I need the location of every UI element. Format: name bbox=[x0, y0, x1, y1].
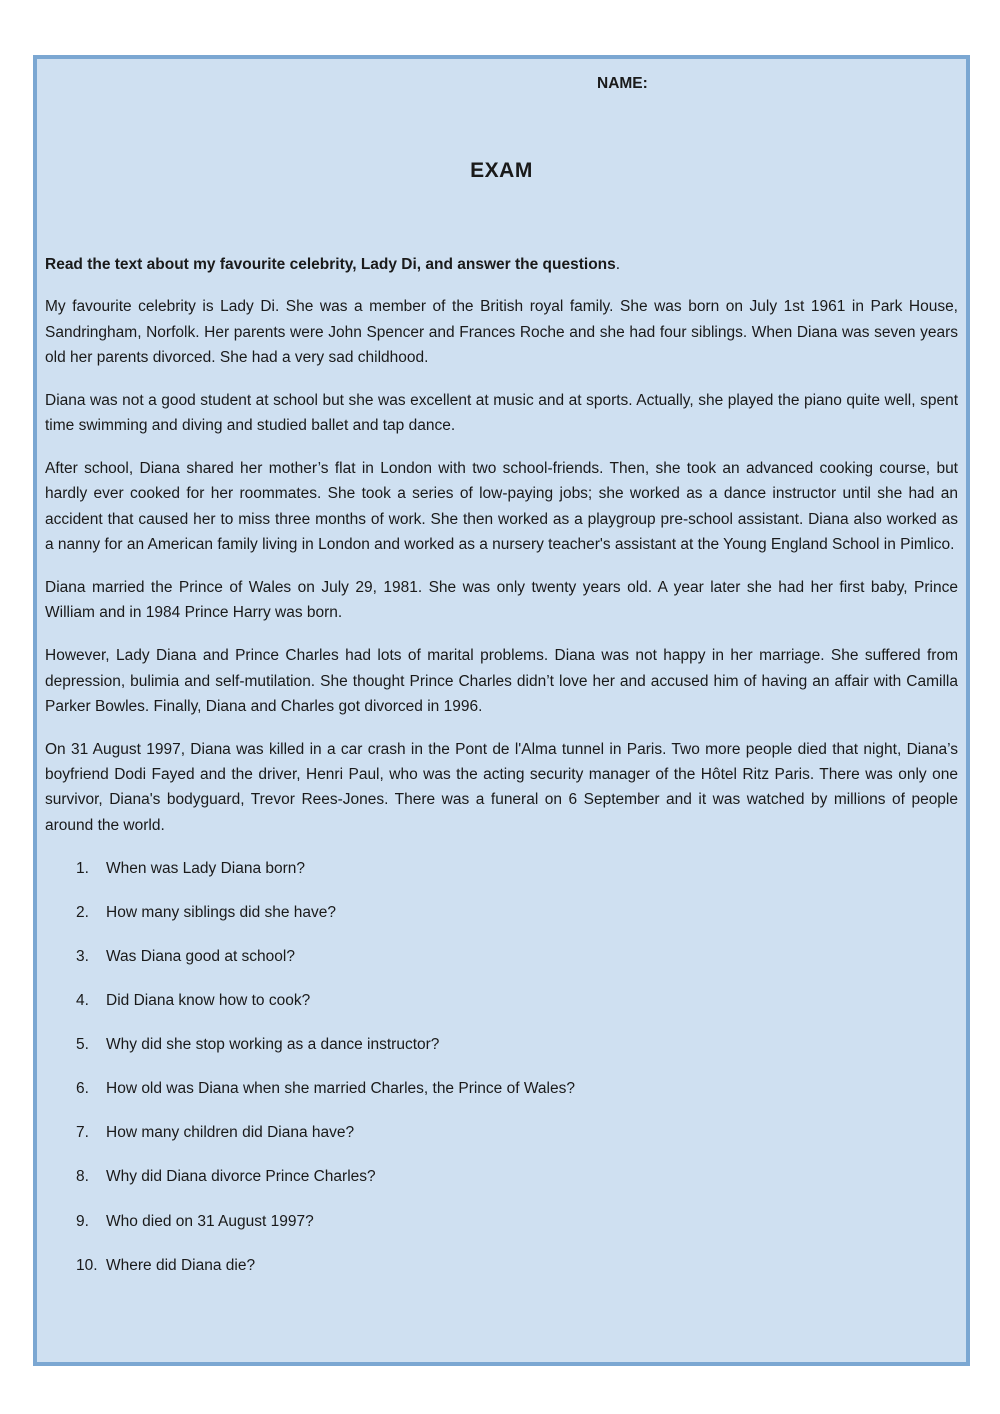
question-number: 1. bbox=[76, 859, 89, 877]
question-item bbox=[45, 944, 958, 988]
question-number: 8. bbox=[76, 1168, 89, 1186]
name-label: NAME: bbox=[597, 75, 648, 92]
question-number: 5. bbox=[76, 1036, 89, 1054]
question-text: Why did she stop working as a dance instructor? bbox=[106, 1036, 440, 1054]
instruction bbox=[45, 252, 958, 277]
question-item bbox=[45, 1076, 958, 1120]
question-text: Who died on 31 August 1997? bbox=[106, 1212, 314, 1230]
paragraph-death: On 31 August 1997, Diana was killed in a car crash in the Pont de l'Alma tunnel in Paris. Two more people died that night, Diana’s boyfriend Dodi Fayed and the driver, Henri Paul, who was the acting security manager of the Hôtel Ritz Paris. There was only one survivor, Diana's bodyguard, Trevor Rees-Jones. There was a funeral on 6 September and it was watched by millions of people around the world. bbox=[45, 740, 958, 834]
question-item bbox=[45, 856, 958, 900]
question-item bbox=[45, 1253, 958, 1297]
question-text: Why did Diana divorce Prince Charles? bbox=[106, 1168, 376, 1186]
paragraph-birth: My favourite celebrity is Lady Di. She was a member of the British royal family. She was born on July 1st 1961 in Park House, Sandringham, Norfolk. Her parents were John Spencer and Frances Roche and she had four siblings. When Diana was seven years old her parents divorced. She had a very sad childhood. bbox=[45, 298, 958, 366]
question-item bbox=[45, 900, 958, 944]
instruction-period: . bbox=[615, 256, 621, 273]
question-item bbox=[45, 1120, 958, 1164]
question-text: When was Lady Diana born? bbox=[106, 859, 306, 877]
question-number: 10. bbox=[76, 1256, 98, 1274]
question-item bbox=[45, 1164, 958, 1208]
paragraph-jobs: After school, Diana shared her mother’s flat in London with two school-friends. Then, she took an advanced cooking course, but hardly ever cooked for her roommates. She took a series of low-paying jobs; she worked as a dance instructor until she had an accident that caused her to miss three months of work. She then worked as a playgroup pre-school assistant. Diana also worked as a nanny for an American family living in London and worked as a nursery teacher's assistant at the Young England School in Pimlico. bbox=[45, 460, 958, 554]
question-number: 9. bbox=[76, 1212, 89, 1230]
paragraph-problems: However, Lady Diana and Prince Charles had lots of marital problems. Diana was not happy in her marriage. She suffered from depression, bulimia and self-mutilation. She thought Prince Charles didn’t love her and accused him of having an affair with Camilla Parker Bowles. Finally, Diana and Charles got divorced in 1996. bbox=[45, 647, 958, 715]
question-item bbox=[45, 1209, 958, 1253]
exam-sheet bbox=[33, 55, 970, 1366]
question-text: Where did Diana die? bbox=[106, 1256, 256, 1274]
paragraph-school: Diana was not a good student at school but she was excellent at music and at sports. Actually, she played the piano quite well, spent time swimming and diving and studied ballet and tap dance. bbox=[45, 391, 958, 435]
question-number: 6. bbox=[76, 1080, 89, 1098]
question-text: How many children did Diana have? bbox=[106, 1124, 355, 1142]
question-number: 4. bbox=[76, 992, 89, 1010]
instruction-text: Read the text about my favourite celebrity, Lady Di, and answer the questions bbox=[45, 256, 616, 273]
question-list bbox=[45, 856, 958, 1297]
question-item bbox=[45, 1032, 958, 1076]
exam-content bbox=[45, 252, 958, 1297]
question-text: Did Diana know how to cook? bbox=[106, 992, 311, 1010]
question-text: How old was Diana when she married Charles, the Prince of Wales? bbox=[106, 1080, 575, 1098]
page-title: EXAM bbox=[470, 159, 533, 182]
question-number: 3. bbox=[76, 947, 89, 965]
question-text: Was Diana good at school? bbox=[106, 947, 295, 965]
question-number: 7. bbox=[76, 1124, 89, 1142]
question-item bbox=[45, 988, 958, 1032]
question-text: How many siblings did she have? bbox=[106, 903, 337, 921]
paragraph-marriage: Diana married the Prince of Wales on July 29, 1981. She was only twenty years old. A year later she had her first baby, Prince William and in 1984 Prince Harry was born. bbox=[45, 579, 958, 622]
question-number: 2. bbox=[76, 903, 89, 921]
